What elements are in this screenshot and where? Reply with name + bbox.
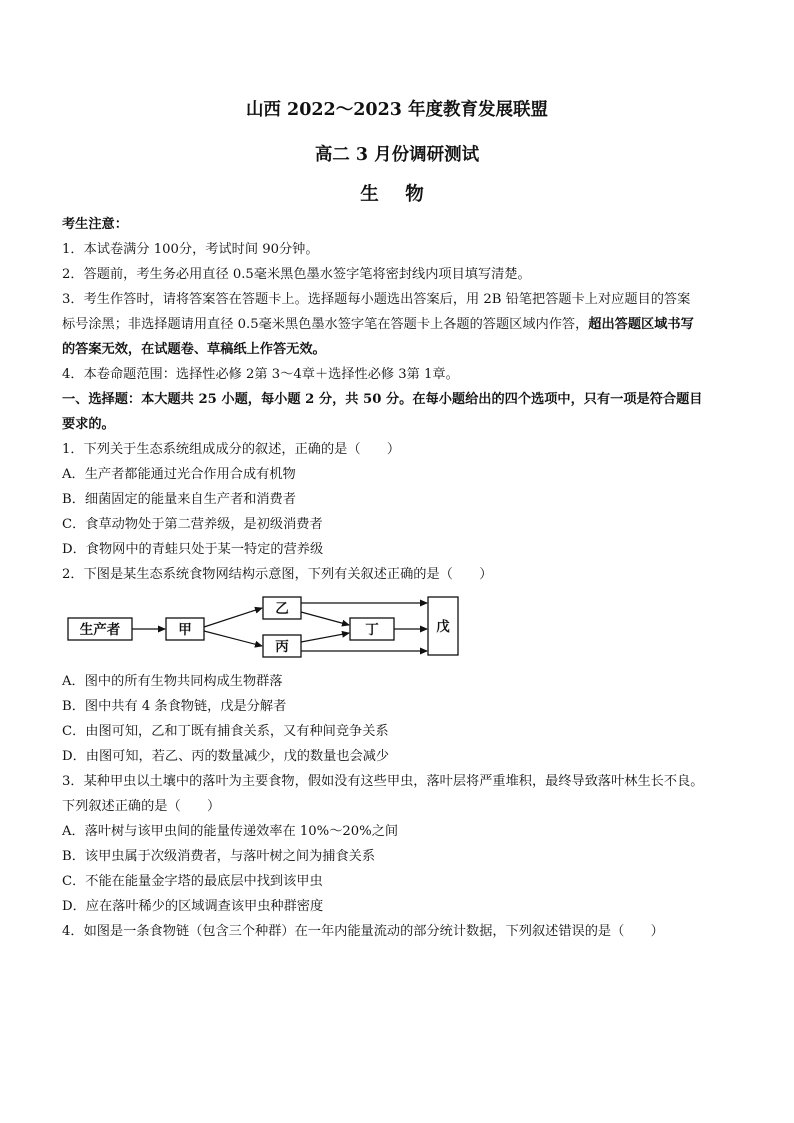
question-1-option-d: D．食物网中的青蛙只处于某一特定的营养级: [62, 542, 324, 557]
question-3-option-b: B．该甲虫属于次级消费者，与落叶树之间为捕食关系: [62, 849, 376, 864]
section-heading-cont: 要求的。: [62, 417, 115, 432]
question-3-option-a: A．落叶树与该甲虫间的能量传递效率在 10%～20%之间: [62, 824, 399, 839]
exam-title: 山西 2022～2023 年度教育发展联盟: [245, 100, 549, 120]
question-2-option-a: A．图中的所有生物共同构成生物群落: [62, 674, 283, 689]
question-3-stem-cont: 下列叙述正确的是（ ）: [62, 799, 221, 814]
node-producer-label: 生产者: [79, 622, 121, 638]
notice-item-3-bold: 超出答题区域书写: [588, 317, 694, 332]
node-wu-label: 戊: [436, 619, 450, 635]
food-web-diagram: [62, 592, 482, 662]
question-2-stem: 2．下图是某生态系统食物网结构示意图，下列有关叙述正确的是（ ）: [62, 567, 493, 582]
notice-item-2: 2．答题前，考生务必用直径 0.5毫米黑色墨水签字笔将密封线内项目填写清楚。: [62, 267, 531, 282]
question-2-option-d: D．由图可知，若乙、丙的数量减少，戊的数量也会减少: [62, 749, 390, 764]
notice-item-4: 4．本卷命题范围：选择性必修 2第 3～4章＋选择性必修 3第 1章。: [62, 367, 459, 382]
question-1-option-c: C．食草动物处于第二营养级，是初级消费者: [62, 517, 323, 532]
arrow-jia-yi: [204, 608, 262, 627]
question-3-option-d: D．应在落叶稀少的区域调查该甲虫种群密度: [62, 899, 324, 914]
question-1-option-a: A．生产者都能通过光合作用合成有机物: [62, 467, 296, 482]
node-bing-label: 丙: [275, 639, 289, 655]
notice-item-3: 3．考生作答时，请将答案答在答题卡上。选择题每小题选出答案后，用 2B 铅笔把答题卡上对应题目的答案: [62, 292, 691, 307]
notice-item-3-cont: [62, 315, 738, 335]
section-heading: 一、选择题：本大题共 25 小题，每小题 2 分，共 50 分。在每小题给出的四个选项中，只有一项是符合题目: [62, 392, 703, 407]
exam-subject: 生 物: [360, 184, 434, 205]
notice-item-3-text: 标号涂黑；非选择题请用直径 0.5毫米黑色墨水签字笔在答题卡上各题的答题区域内作答，: [62, 317, 589, 332]
exam-subtitle: 高二 3 月份调研测试: [314, 145, 480, 165]
question-1-stem: 1．下列关于生态系统组成成分的叙述，正确的是（ ）: [62, 442, 401, 457]
notice-item-1: 1．本试卷满分 100分，考试时间 90分钟。: [62, 242, 319, 257]
node-yi-label: 乙: [275, 601, 289, 617]
node-ding-label: 丁: [365, 622, 379, 638]
question-2-option-c: C．由图可知，乙和丁既有捕食关系，又有种间竞争关系: [62, 724, 389, 739]
question-4-stem: 4．如图是一条食物链（包含三个种群）在一年内能量流动的部分统计数据，下列叙述错误的是（ ）: [62, 924, 664, 939]
notice-heading: 考生注意：: [62, 217, 128, 232]
arrow-jia-bing: [204, 631, 262, 646]
arrow-bing-ding: [301, 633, 349, 642]
question-3-stem: 3．某种甲虫以土壤中的落叶为主要食物，假如没有这些甲虫，落叶层将严重堆积，最终导致落叶林生长不良。: [62, 774, 704, 789]
node-jia-label: 甲: [178, 622, 192, 638]
notice-item-3-end: 的答案无效，在试题卷、草稿纸上作答无效。: [62, 342, 326, 357]
question-3-option-c: C．不能在能量金字塔的最底层中找到该甲虫: [62, 874, 323, 889]
question-1-option-b: B．细菌固定的能量来自生产者和消费者: [62, 492, 296, 507]
question-2-option-b: B．图中共有 4 条食物链，戊是分解者: [62, 699, 287, 714]
arrow-yi-ding: [301, 612, 349, 625]
